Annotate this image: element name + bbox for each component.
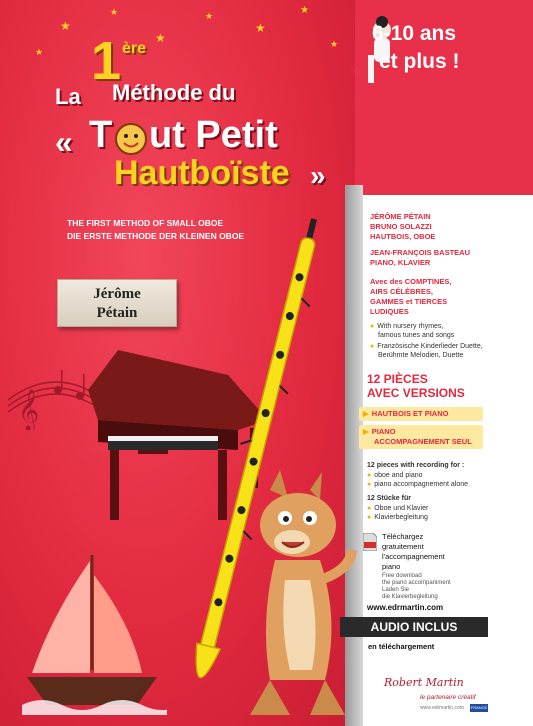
contents-line3 [370,297,447,306]
star-icon: ★ [110,7,119,17]
publisher-tagline: le partenaire créatif [420,694,476,701]
contents-tierces: TIERCES [414,297,448,306]
download-url[interactable]: www.edrmartin.com [367,603,444,612]
bullet-icon: ● [367,514,372,521]
publisher-site: www.edrmartin.com [420,705,464,711]
title-tout-rest: ut Petit [149,114,278,156]
bullet-icon: ● [367,505,372,512]
title-number: 1 [91,31,122,91]
title-hautboiste: Hautboïste [114,154,290,192]
bullet-icon: ● [367,481,372,488]
pieces-en-intro: 12 pieces with recording for : [367,462,465,469]
pieces-heading-1: 12 PIÈCES [367,372,428,386]
star-icon: ★ [155,31,166,45]
contents-comptines: COMPTINES, [404,277,452,286]
download-en-2: the piano accompaniment [382,580,451,586]
contents-de-text: Französische Kinderlieder Duette, [377,343,483,350]
pieces-de-item-1-text: Oboe und Klavier [374,505,429,512]
pieces-version-2a-text: PIANO [371,427,396,436]
pieces-de-item-2-text: Klavierbegleitung [374,514,428,521]
author-first-name: Jérôme [93,286,141,302]
publisher-logo: Robert Martin [384,676,464,689]
star-icon: ★ [300,5,309,16]
pieces-en-item-1-text: oboe and piano [374,472,423,479]
smiley-o-icon [114,122,148,156]
kangaroo-illustration [230,470,360,725]
contents-line1 [370,277,451,286]
credit-pianist: JEAN-FRANÇOIS BASTEAU [370,248,471,257]
contents-gammes: GAMMES [370,297,404,306]
pieces-de-intro: 12 Stücke für [367,495,411,502]
subtitle-de: DIE ERSTE METHODE DER KLEINEN OBOE [67,231,245,241]
contents-en-cont: famous tunes and songs [378,332,455,339]
download-de-1: Laden Sie [382,587,410,593]
contents-et: et [405,297,413,306]
pieces-version-1-text: HAUTBOIS ET PIANO [371,409,449,418]
contents-avec: Avec des [370,277,403,286]
star-icon: ★ [330,39,339,49]
sailboat-illustration [22,555,167,715]
arrow-icon: ▶ [363,427,369,436]
pieces-en-item-2-text: piano accompagnement alone [374,481,469,488]
age-line1: 6-10 ans [372,22,457,45]
contents-en [370,323,443,330]
credit-author-2: BRUNO SOLAZZI [370,222,432,231]
title-tout-t: T [89,114,113,156]
svg-text:𝄞: 𝄞 [18,390,40,430]
download-fr-1: Téléchargez [382,532,424,541]
download-en-1: Free download [382,573,422,579]
pieces-version-2a [363,427,396,436]
star-icon: ★ [60,19,71,33]
pdf-icon [363,533,377,551]
credit-author-instrument: HAUTBOIS, OBOE [370,232,436,241]
bullet-icon: ● [370,343,375,350]
download-de-2: die Klavierbegleitung [382,594,438,600]
pieces-de-item-1 [367,505,428,512]
contents-line2: AIRS CÉLÈBRES, [370,287,433,296]
subtitle-en: THE FIRST METHOD OF SMALL OBOE [67,218,224,228]
title-superscript: ère [122,40,147,57]
pieces-en-item-1 [367,472,423,479]
country-badge [470,704,488,712]
contents-en-text: With nursery rhymes, [377,323,444,330]
country-text: FRANCE [470,705,488,710]
bullet-icon: ● [370,323,375,330]
contents-de-cont: Berühmte Melodien, Duette [378,352,464,359]
title-methode: Méthode du [112,80,236,105]
star-icon: ★ [35,47,44,57]
age-line2: et plus ! [379,50,460,73]
contents-line4: LUDIQUES [370,307,409,316]
title-la: La [55,84,81,109]
title-quote-open: « [55,124,73,160]
author-last-name: Pétain [96,305,138,321]
pieces-en-item-2 [367,481,468,488]
arrow-icon: ▶ [363,409,369,418]
credit-author-1: JÉRÔME PÉTAIN [370,212,431,221]
audio-sub: en téléchargement [368,642,435,651]
title-quote-close: » [310,160,326,191]
download-fr-2: gratuitement [382,542,424,551]
download-fr-3: l'accompagnement [382,552,445,561]
pieces-version-1 [363,409,448,418]
star-icon: ★ [255,21,266,35]
download-fr-4: piano [382,562,401,571]
contents-de [370,343,483,350]
credit-pianist-instrument: PIANO, KLAVIER [370,258,431,267]
audio-badge: AUDIO INCLUS [340,617,488,637]
star-icon: ★ [205,11,214,21]
pieces-heading-2: AVEC VERSIONS [367,386,465,400]
author-label [57,279,177,327]
bullet-icon: ● [367,472,372,479]
pieces-version-2b: ACCOMPAGNEMENT SEUL [374,437,472,446]
pieces-de-item-2 [367,514,428,521]
